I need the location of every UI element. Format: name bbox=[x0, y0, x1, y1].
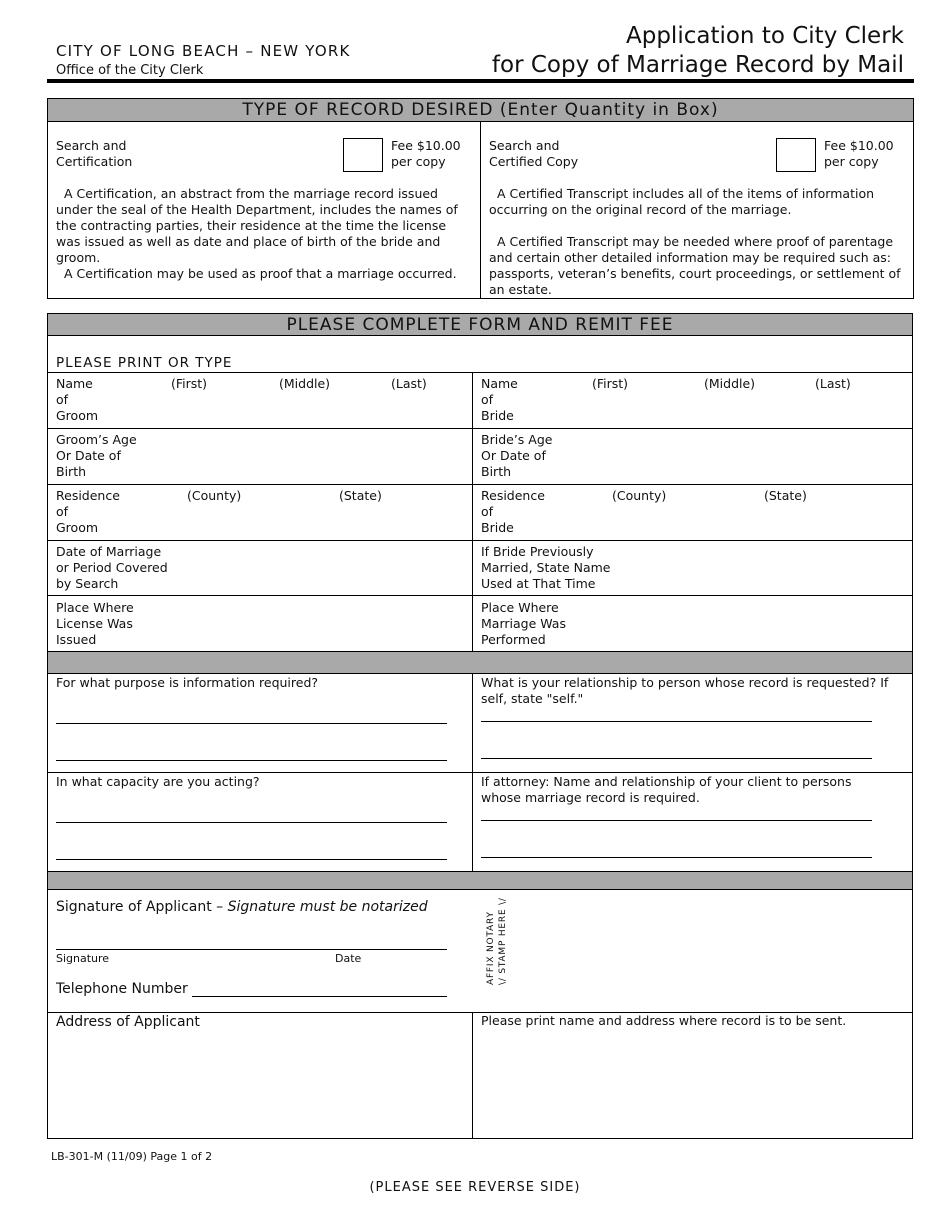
purpose-line-2[interactable] bbox=[56, 760, 447, 761]
label-line: or Period Covered bbox=[56, 560, 168, 575]
certification-label bbox=[56, 138, 132, 170]
separator-band bbox=[48, 872, 912, 889]
signature-line[interactable] bbox=[56, 949, 447, 950]
fee-line: Fee $10.00 bbox=[391, 138, 461, 153]
stamp-line2: \/ STAMP HERE \/ bbox=[498, 897, 508, 985]
bride-middle-label: (Middle) bbox=[704, 376, 756, 391]
label-line: Or Date of bbox=[56, 448, 121, 463]
bride-last-label: (Last) bbox=[815, 376, 851, 391]
date-caption: Date bbox=[335, 952, 362, 965]
bride-name-label bbox=[481, 376, 518, 424]
label-line: Bride bbox=[481, 520, 514, 535]
label-line: Birth bbox=[481, 464, 512, 479]
divider bbox=[47, 673, 913, 674]
capacity-label: In what capacity are you acting? bbox=[56, 774, 260, 789]
telephone-line[interactable] bbox=[192, 996, 447, 997]
capacity-line-2[interactable] bbox=[56, 859, 447, 860]
office-name: Office of the City Clerk bbox=[56, 63, 204, 78]
label-line: Place Where bbox=[481, 600, 559, 615]
label-line: Date of Marriage bbox=[56, 544, 162, 559]
license-place-label bbox=[56, 600, 134, 648]
print-note: PLEASE PRINT OR TYPE bbox=[56, 355, 233, 371]
signature-label: Signature of Applicant – bbox=[56, 899, 228, 915]
signature-notarized-note: Signature must be notarized bbox=[227, 899, 428, 915]
divider bbox=[47, 484, 913, 485]
divider bbox=[472, 372, 473, 651]
notary-stamp-area bbox=[485, 897, 509, 985]
attorney-line-2[interactable] bbox=[481, 857, 872, 858]
label-line: of bbox=[56, 504, 69, 519]
divider bbox=[47, 335, 913, 336]
bride-previous-name-label bbox=[481, 544, 611, 592]
groom-name-label bbox=[56, 376, 98, 424]
fee-line: Fee $10.00 bbox=[824, 138, 894, 153]
certified-copy-quantity-input[interactable] bbox=[776, 138, 816, 172]
fee-line: per copy bbox=[824, 154, 879, 169]
purpose-line-1[interactable] bbox=[56, 723, 447, 724]
divider bbox=[480, 121, 481, 299]
signature-heading bbox=[56, 898, 428, 916]
certified-copy-description: A Certified Transcript includes all of the items of information occurring on the original record of the marriage. bbox=[489, 186, 875, 217]
capacity-line-1[interactable] bbox=[56, 822, 447, 823]
certification-usage: A Certification may be used as proof that a marriage occurred. bbox=[64, 266, 457, 281]
form-title bbox=[492, 22, 904, 80]
groom-first-label: (First) bbox=[171, 376, 208, 391]
label-line: Marriage Was bbox=[481, 616, 566, 631]
groom-age-label bbox=[56, 432, 137, 480]
reverse-side-note: (PLEASE SEE REVERSE SIDE) bbox=[369, 1180, 581, 1195]
relationship-label: What is your relationship to person whose record is requested? If self, state "self." bbox=[481, 675, 889, 706]
header-rule bbox=[47, 79, 914, 83]
label-line: of bbox=[481, 392, 494, 407]
label-line: Groom’s Age bbox=[56, 432, 137, 447]
label-line: Residence bbox=[56, 488, 120, 503]
groom-state-label: (State) bbox=[339, 488, 382, 503]
label-line: Issued bbox=[56, 632, 97, 647]
certification-description: A Certification, an abstract from the marriage record issued under the seal of the Health Department, includes the names of the contracting parties, their residence at the time the license was issued as well as date and place of birth of the bride and groom. bbox=[56, 186, 458, 265]
send-to-label: Please print name and address where record is to be sent. bbox=[481, 1013, 847, 1028]
bride-residence-label bbox=[481, 488, 545, 536]
form-section-header: PLEASE COMPLETE FORM AND REMIT FEE bbox=[48, 314, 912, 335]
applicant-address-label: Address of Applicant bbox=[56, 1014, 200, 1030]
groom-last-label: (Last) bbox=[391, 376, 427, 391]
bride-age-label bbox=[481, 432, 552, 480]
signature-caption: Signature bbox=[56, 952, 110, 965]
label-line: If Bride Previously bbox=[481, 544, 594, 559]
attorney-line-1[interactable] bbox=[481, 820, 872, 821]
bride-county-label: (County) bbox=[612, 488, 667, 503]
bride-state-label: (State) bbox=[764, 488, 807, 503]
divider bbox=[47, 772, 913, 773]
groom-residence-label bbox=[56, 488, 120, 536]
form-title-line1: Application to City Clerk bbox=[626, 23, 904, 49]
bride-first-label: (First) bbox=[592, 376, 629, 391]
label-line: Place Where bbox=[56, 600, 134, 615]
label-line: Or Date of bbox=[481, 448, 546, 463]
certified-copy-fee bbox=[824, 138, 894, 170]
divider bbox=[47, 428, 913, 429]
label-line: Bride’s Age bbox=[481, 432, 553, 447]
label-line: of bbox=[481, 504, 494, 519]
label-line: of bbox=[56, 392, 69, 407]
label-line: Search and bbox=[56, 138, 127, 153]
fee-line: per copy bbox=[391, 154, 446, 169]
divider bbox=[47, 372, 913, 373]
divider bbox=[472, 1012, 473, 1139]
certification-quantity-input[interactable] bbox=[343, 138, 383, 172]
label-line: Name bbox=[56, 376, 93, 391]
label-line: Name bbox=[481, 376, 518, 391]
stamp-line1: AFFIX NOTARY bbox=[486, 911, 496, 985]
marriage-place-label bbox=[481, 600, 566, 648]
label-line: Birth bbox=[56, 464, 87, 479]
city-name: CITY OF LONG BEACH – NEW YORK bbox=[56, 42, 351, 60]
label-line: Certified Copy bbox=[489, 154, 579, 169]
form-title-line2: for Copy of Marriage Record by Mail bbox=[491, 52, 904, 78]
relationship-line-1[interactable] bbox=[481, 721, 872, 722]
label-line: Certification bbox=[56, 154, 133, 169]
separator-band bbox=[48, 652, 912, 673]
label-line: Married, State Name bbox=[481, 560, 611, 575]
label-line: Performed bbox=[481, 632, 546, 647]
groom-middle-label: (Middle) bbox=[279, 376, 331, 391]
label-line: Search and bbox=[489, 138, 560, 153]
telephone-label: Telephone Number bbox=[56, 981, 188, 997]
divider bbox=[47, 595, 913, 596]
certification-fee bbox=[391, 138, 461, 170]
label-line: License Was bbox=[56, 616, 133, 631]
label-line: Groom bbox=[56, 520, 99, 535]
certified-copy-usage: A Certified Transcript may be needed where proof of parentage and certain other detailed information may be required such as: passports, veteran’s benefits, court proceedings, or settlement of an estate. bbox=[489, 234, 901, 297]
divider bbox=[47, 889, 913, 890]
label-line: Used at That Time bbox=[481, 576, 596, 591]
relationship-line-2[interactable] bbox=[481, 758, 872, 759]
date-of-marriage-label bbox=[56, 544, 168, 592]
groom-county-label: (County) bbox=[187, 488, 242, 503]
purpose-label: For what purpose is information required? bbox=[56, 675, 319, 690]
attorney-label: If attorney: Name and relationship of your client to persons whose marriage record is required. bbox=[481, 774, 852, 805]
label-line: Residence bbox=[481, 488, 545, 503]
label-line: by Search bbox=[56, 576, 119, 591]
record-type-header: TYPE OF RECORD DESIRED (Enter Quantity in Box) bbox=[48, 99, 913, 121]
label-line: Bride bbox=[481, 408, 514, 423]
label-line: Groom bbox=[56, 408, 99, 423]
certified-copy-label bbox=[489, 138, 578, 170]
form-code: LB-301-M (11/09) Page 1 of 2 bbox=[51, 1150, 213, 1163]
divider bbox=[47, 540, 913, 541]
